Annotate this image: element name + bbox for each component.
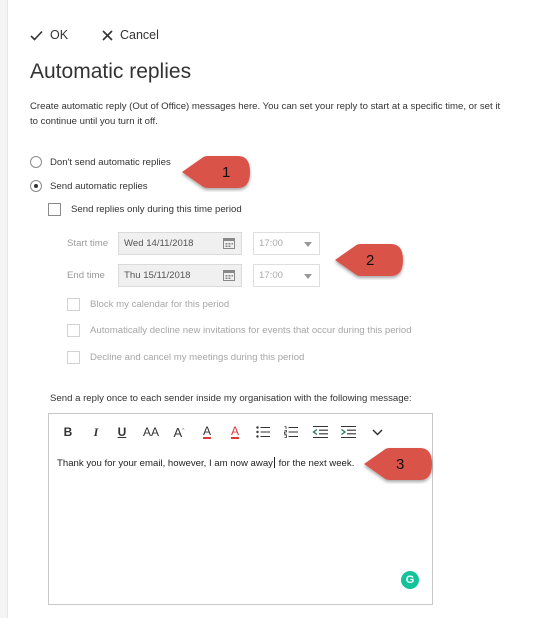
formatting-toolbar [49, 420, 432, 444]
block-calendar-checkbox[interactable] [67, 298, 80, 311]
decrease-indent-button[interactable] [311, 423, 329, 441]
chevron-down-icon [372, 429, 383, 436]
chevron-down-icon [304, 242, 312, 247]
bullets-button[interactable] [255, 423, 271, 441]
bold-button[interactable] [61, 423, 75, 441]
time-period-option[interactable] [48, 203, 242, 216]
end-time-label: End time [67, 270, 105, 281]
highlight-button[interactable] [199, 423, 215, 441]
grow-font-button[interactable]: A ˆ [173, 424, 185, 440]
time-period-label: Send replies only during this time period [71, 204, 242, 215]
message-text-after-caret: for the next week. [275, 458, 355, 469]
bold-icon: B [63, 425, 73, 439]
decline-invitations-option[interactable] [67, 324, 412, 337]
end-time-select[interactable] [253, 264, 320, 287]
dont-send-radio[interactable] [30, 156, 42, 168]
text-caret [274, 457, 275, 468]
start-time-value: 17:00 [259, 238, 284, 249]
cancel-button[interactable] [102, 28, 159, 42]
font-size-button[interactable] [141, 423, 161, 441]
underline-icon: U [117, 425, 127, 439]
chevron-down-icon [304, 274, 312, 279]
outdent-icon [312, 426, 328, 438]
checkmark-icon [30, 30, 43, 41]
callout-1-marker [180, 154, 252, 192]
font-color-icon: A [230, 424, 239, 438]
dont-send-option[interactable] [30, 156, 171, 168]
description-line-1: Create automatic reply (Out of Office) messages here. You can set your reply to start at a specific time, or set it [30, 101, 501, 112]
send-label: Send automatic replies [50, 180, 148, 192]
indent-icon [340, 426, 356, 438]
numbered-list-icon [284, 426, 298, 438]
italic-button[interactable] [90, 423, 102, 441]
callout-1-number: 1 [222, 164, 231, 181]
calendar-icon[interactable] [223, 238, 235, 249]
decline-cancel-label: Decline and cancel my meetings during this period [90, 352, 305, 363]
start-time-label: Start time [67, 238, 109, 249]
start-time-select[interactable] [253, 232, 320, 255]
start-date-value: Wed 14/11/2018 [124, 238, 194, 249]
ok-button[interactable] [30, 28, 68, 42]
send-option[interactable] [30, 180, 148, 192]
message-editor[interactable] [48, 413, 433, 605]
bullet-list-icon [256, 426, 270, 438]
decline-cancel-checkbox[interactable] [67, 351, 80, 364]
page-title: Automatic replies [30, 60, 192, 83]
description-line-2: to continue until you turn it off. [30, 116, 158, 127]
message-text-before-caret: Thank you for your email, however, I am now away [57, 458, 273, 469]
send-radio[interactable] [30, 180, 42, 192]
time-period-checkbox[interactable] [48, 203, 61, 216]
decline-cancel-option[interactable] [67, 351, 304, 364]
block-calendar-option[interactable] [67, 298, 229, 311]
message-text[interactable] [57, 457, 354, 469]
left-edge-strip [0, 0, 8, 618]
grammarly-icon[interactable] [401, 571, 419, 589]
end-time-value: 17:00 [259, 270, 284, 281]
ok-label: OK [50, 28, 69, 42]
callout-2-number: 2 [366, 252, 375, 269]
numbering-button[interactable] [283, 423, 299, 441]
font-size-icon: AA [142, 425, 159, 439]
close-icon [102, 30, 113, 41]
block-calendar-label: Block my calendar for this period [90, 299, 230, 310]
end-date-value: Thu 15/11/2018 [124, 270, 191, 281]
calendar-icon[interactable] [223, 270, 235, 281]
decline-invitations-checkbox[interactable] [67, 324, 80, 337]
font-color-button[interactable] [227, 423, 243, 441]
highlight-icon: A [202, 424, 211, 438]
cancel-label: Cancel [120, 28, 159, 42]
more-options-button[interactable] [369, 423, 385, 441]
start-date-field[interactable] [118, 232, 242, 255]
grammarly-letter: G [405, 574, 415, 586]
increase-indent-button[interactable] [339, 423, 357, 441]
page-description [30, 99, 547, 129]
italic-icon: I [93, 424, 99, 439]
grow-font-icon: A [173, 424, 183, 440]
dont-send-label: Don't send automatic replies [50, 156, 171, 168]
end-date-field[interactable] [118, 264, 242, 287]
underline-button[interactable] [115, 423, 129, 441]
callout-3-number: 3 [396, 456, 405, 473]
message-label: Send a reply once to each sender inside my organisation with the following message: [50, 393, 412, 404]
decline-invitations-label: Automatically decline new invitations for events that occur during this period [90, 325, 412, 336]
